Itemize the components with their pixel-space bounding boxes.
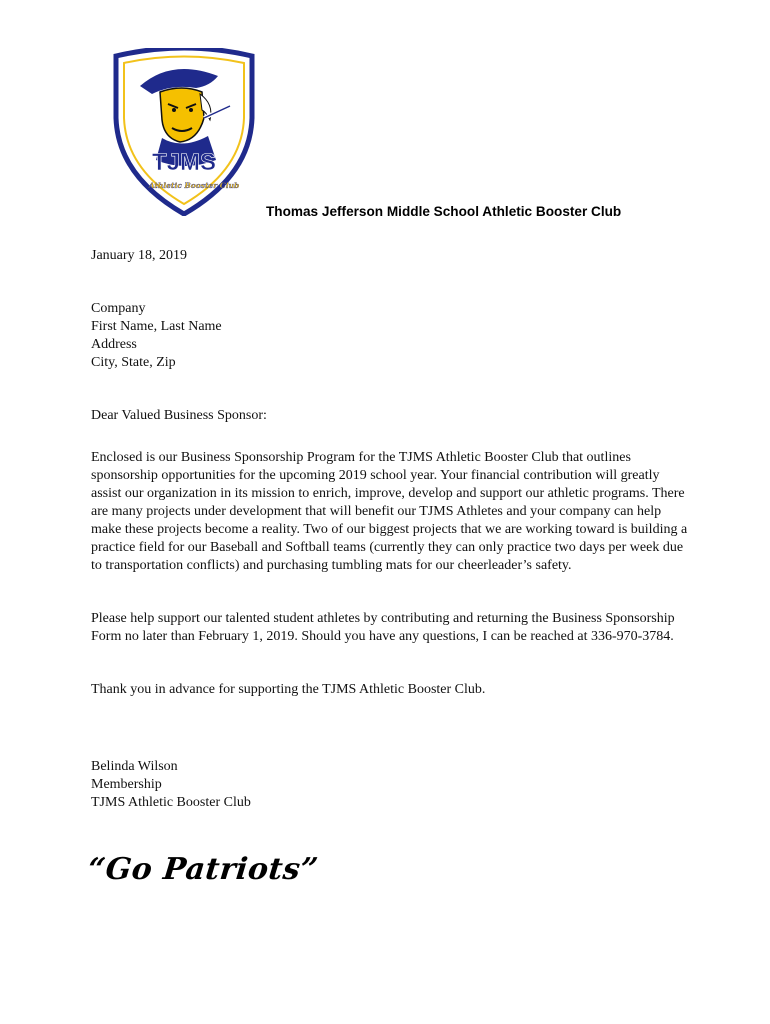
recipient-address-line: Address [91,337,137,352]
recipient-name: First Name, Last Name [91,319,222,334]
recipient-company: Company [91,301,146,316]
page-title: Thomas Jefferson Middle School Athletic Booster Club [266,204,622,219]
logo-subtext: Athletic Booster Club [148,181,240,190]
logo-tjms-text: TJMS [151,149,217,176]
salutation: Dear Valued Business Sponsor: [91,408,267,423]
motto: “Go Patriots” [86,852,320,887]
body-paragraph-1: Enclosed is our Business Sponsorship Program for the TJMS Athletic Booster Club that outlines sponsorship opportunities for the upcoming 2019 school year. Your financial contribution will greatly assist our organization in its mission to enrich, improve, develop and support our athletic programs. There are many projects under development that will benefit our TJMS Athletes and your company can help make these projects become a reality. Two of our biggest projects that we are working toward is building a practice field for our Baseball and Softball teams (currently they can only practice two days per week due to transportation conflicts) and purchasing tumbling mats for our cheerleader’s safety. [91,450,688,573]
letter-date: January 18, 2019 [91,248,188,263]
signature-role: Membership [91,777,162,792]
body-paragraph-2: Please help support our talented student athletes by contributing and returning the Business Sponsorship Form no later than February 1, 2019. Should you have any questions, I can be reached at 336-970-3784. [91,611,675,644]
recipient-city-state-zip: City, State, Zip [91,355,176,370]
signature-name: Belinda Wilson [91,759,178,774]
tjms-patriot-shield-logo [112,48,256,216]
recipient-address [91,300,691,372]
signature-block [91,758,691,812]
signature-org: TJMS Athletic Booster Club [91,795,251,810]
body-paragraph-3: Thank you in advance for supporting the TJMS Athletic Booster Club. [91,682,486,697]
